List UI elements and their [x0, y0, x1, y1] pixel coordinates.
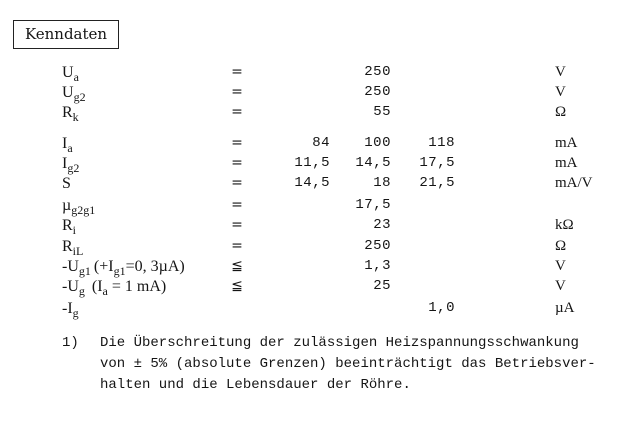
relation-sign: = [231, 135, 243, 151]
footnote-marker: 1) [62, 335, 79, 351]
value-nominal: 17,5 [355, 197, 391, 213]
value-nominal: 250 [364, 84, 391, 100]
unit: Ω [555, 104, 567, 120]
relation-sign: = [231, 64, 243, 80]
table-row [0, 155, 620, 175]
value-nominal: 1,3 [364, 258, 391, 274]
footnote-line: Die Überschreitung der zulässigen Heizspannungsschwankung [100, 335, 579, 351]
parameter-symbol: $I_{g2}$ [62, 155, 80, 175]
value-min: 14,5 [294, 175, 330, 191]
footnote-text [100, 333, 620, 396]
relation-sign: = [231, 217, 243, 233]
value-nominal: 250 [364, 64, 391, 80]
parameter-symbol: $R_{iL}$ [62, 238, 84, 258]
unit: mA [555, 155, 578, 171]
relation-sign: = [231, 104, 243, 120]
table-row [0, 278, 620, 298]
parameter-symbol: $-U_g$ ($I_a = 1$ mA) [62, 278, 167, 298]
table-row [0, 217, 620, 237]
table-row [0, 197, 620, 217]
table-row [0, 64, 620, 84]
parameter-symbol: $-U_{g1}$ ($+I_{g1}=0$, 3µA) [62, 258, 185, 278]
parameter-symbol: $R_k$ [62, 104, 79, 124]
value-nominal: 23 [373, 217, 391, 233]
value-nominal: 100 [364, 135, 391, 151]
parameter-symbol: $U_a$ [62, 64, 79, 84]
value-max: 17,5 [419, 155, 455, 171]
parameter-symbol: $R_i$ [62, 217, 77, 237]
value-nominal: 14,5 [355, 155, 391, 171]
table-row [0, 104, 620, 124]
parameter-symbol: µ$_{g2g1}$ [62, 197, 96, 217]
parameter-symbol: S [62, 175, 71, 192]
relation-sign: ≦ [231, 278, 243, 294]
footnote-line: von ± 5% (absolute Grenzen) beeinträchtigt das Betriebsver- [100, 356, 596, 372]
unit: kΩ [555, 217, 574, 233]
value-nominal: 250 [364, 238, 391, 254]
table-row [0, 135, 620, 155]
footnote-line: halten und die Lebensdauer der Röhre. [100, 377, 411, 393]
value-max: 1,0 [428, 300, 455, 316]
table-row [0, 300, 620, 320]
value-min: 84 [312, 135, 330, 151]
unit: V [555, 258, 566, 274]
unit: mA [555, 135, 578, 151]
table-row [0, 258, 620, 278]
value-max: 118 [428, 135, 455, 151]
unit: mA/V [555, 175, 593, 191]
relation-sign: = [231, 175, 243, 191]
unit: V [555, 64, 566, 80]
parameter-symbol: $U_{g2}$ [62, 84, 86, 104]
unit: Ω [555, 238, 567, 254]
parameter-symbol: $-I_g$ [62, 300, 79, 320]
relation-sign: = [231, 84, 243, 100]
table-row [0, 238, 620, 258]
relation-sign: = [231, 197, 243, 213]
relation-sign: ≦ [231, 258, 243, 274]
unit: V [555, 84, 566, 100]
table-row [0, 84, 620, 104]
relation-sign: = [231, 238, 243, 254]
parameter-symbol: $I_a$ [62, 135, 73, 155]
value-nominal: 55 [373, 104, 391, 120]
section-title: Kenndaten [13, 20, 119, 49]
value-min: 11,5 [294, 155, 330, 171]
value-max: 21,5 [419, 175, 455, 191]
relation-sign: = [231, 155, 243, 171]
table-row [0, 175, 620, 195]
unit: V [555, 278, 566, 294]
value-nominal: 25 [373, 278, 391, 294]
unit: µA [555, 300, 575, 316]
value-nominal: 18 [373, 175, 391, 191]
